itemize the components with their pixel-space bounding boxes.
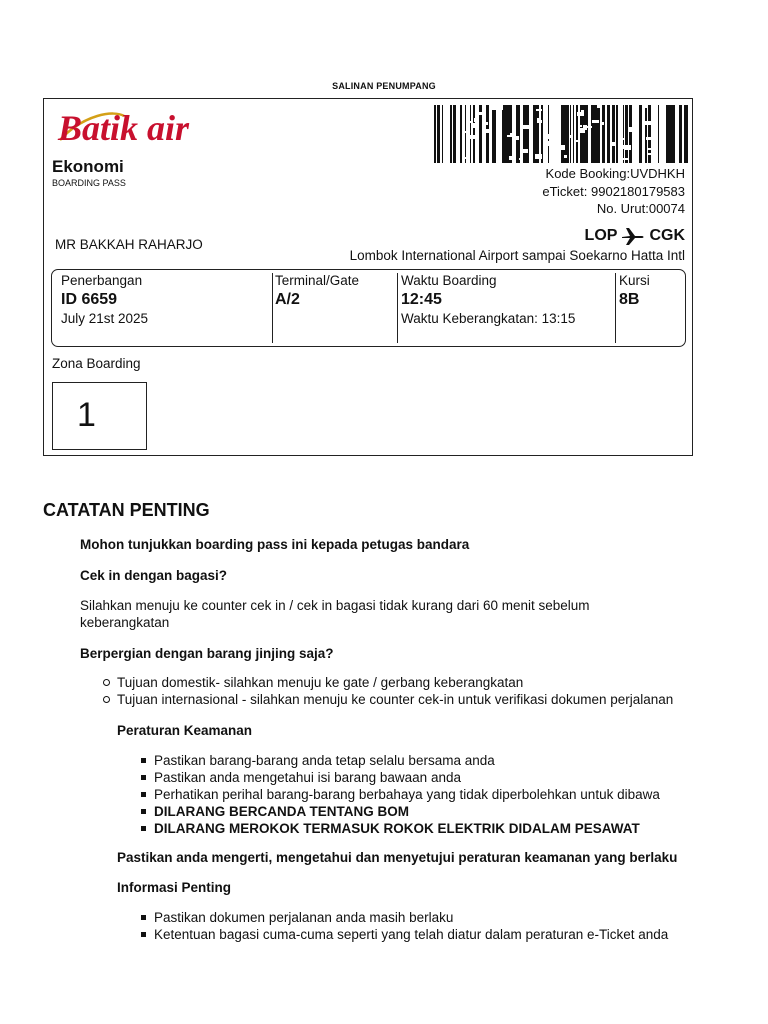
barcode-bar bbox=[486, 105, 489, 163]
barcode-gap bbox=[529, 139, 532, 142]
flight-date: July 21st 2025 bbox=[61, 311, 149, 326]
barcode-gap bbox=[537, 118, 541, 123]
airport-names: Lombok International Airport sampai Soekarno Hatta Intl bbox=[349, 248, 685, 263]
barcode-bar bbox=[470, 105, 471, 163]
barcode-bar bbox=[506, 105, 509, 163]
show-pass-note: Mohon tunjukkan boarding pass ini kepada petugas bandara bbox=[80, 537, 470, 552]
barcode-gap bbox=[644, 105, 648, 108]
barcode-gap bbox=[466, 118, 469, 121]
info-title: Informasi Penting bbox=[117, 880, 232, 895]
barcode-bar bbox=[570, 105, 571, 163]
barcode-gap bbox=[552, 118, 559, 121]
barcode-gap bbox=[545, 142, 552, 144]
barcode-gap bbox=[621, 158, 628, 160]
barcode-gap bbox=[564, 155, 567, 158]
barcode-bar bbox=[629, 105, 630, 163]
list-item: DILARANG MEROKOK TERMASUK ROKOK ELEKTRIK DIDALAM PESAWAT bbox=[137, 820, 757, 837]
barcode-bar bbox=[684, 105, 687, 163]
barcode-gap bbox=[597, 105, 600, 108]
security-title: Peraturan Keamanan bbox=[117, 723, 253, 738]
barcode-bar bbox=[602, 105, 605, 163]
barcode-bar bbox=[516, 105, 519, 163]
barcode-gap bbox=[549, 151, 554, 153]
barcode-bar bbox=[586, 105, 588, 163]
barcode-bar bbox=[616, 105, 618, 163]
checkin-text: Silahkan menuju ke counter cek in / cek in bagasi tidak kurang dari 60 menit sebelum keberangkatan bbox=[80, 598, 590, 630]
barcode-bar bbox=[658, 105, 659, 163]
barcode-gap bbox=[618, 138, 624, 140]
barcode-gap bbox=[489, 105, 496, 110]
barcode-bar bbox=[566, 105, 569, 163]
barcode-bar bbox=[503, 105, 506, 163]
barcode-gap bbox=[579, 125, 582, 127]
barcode-bar bbox=[598, 105, 600, 163]
barcode-gap bbox=[519, 158, 522, 160]
barcode-bar bbox=[439, 105, 440, 163]
barcode-image bbox=[434, 105, 688, 163]
boarding-time: 12:45 bbox=[401, 291, 442, 308]
barcode-bar bbox=[645, 105, 647, 163]
destination-code: CGK bbox=[649, 227, 685, 244]
barcode-bar bbox=[465, 105, 466, 163]
boarding-pass-card bbox=[43, 98, 693, 456]
seat-label: Kursi bbox=[619, 273, 650, 288]
barcode-gap bbox=[628, 127, 633, 132]
zone-box bbox=[52, 382, 147, 450]
booking-code: Kode Booking:UVDHKH bbox=[545, 166, 685, 181]
barcode-bar bbox=[625, 105, 628, 163]
flight-cell bbox=[52, 270, 272, 342]
list-item: Pastikan dokumen perjalanan anda masih berlaku bbox=[137, 909, 757, 926]
cabin-class: Ekonomi bbox=[52, 157, 124, 176]
barcode-gap bbox=[569, 135, 572, 138]
barcode-bar bbox=[473, 105, 474, 163]
barcode-bar bbox=[437, 105, 439, 163]
barcode-bar bbox=[442, 105, 443, 163]
flight-details-box bbox=[51, 269, 686, 347]
barcode-bar bbox=[453, 105, 456, 163]
info-list bbox=[137, 909, 757, 943]
departure-time: Waktu Keberangkatan: 13:15 bbox=[401, 311, 576, 326]
barcode-gap bbox=[647, 153, 651, 155]
barcode-gap bbox=[464, 131, 469, 133]
barcode-gap bbox=[496, 147, 502, 151]
barcode-bar bbox=[596, 105, 598, 163]
barcode-bar bbox=[474, 105, 475, 163]
barcode-gap bbox=[575, 140, 580, 142]
barcode-gap bbox=[483, 129, 490, 131]
barcode-bar bbox=[639, 105, 642, 163]
list-item: Ketentuan bagasi cuma-cuma seperti yang telah diatur dalam peraturan e-Ticket anda bbox=[137, 926, 757, 943]
barcode-gap bbox=[484, 131, 489, 133]
barcode-bar bbox=[623, 105, 624, 163]
seat-value: 8B bbox=[619, 291, 640, 308]
barcode-gap bbox=[536, 109, 542, 111]
barcode-gap bbox=[646, 137, 651, 140]
barcode-bar bbox=[612, 105, 615, 163]
barcode-gap bbox=[592, 120, 599, 123]
barcode-gap bbox=[516, 136, 519, 140]
barcode-bar bbox=[434, 105, 436, 163]
barcode-bar bbox=[630, 105, 631, 163]
list-item: DILARANG BERCANDA TENTANG BOM bbox=[137, 803, 757, 820]
copy-label: SALINAN PENUMPANG bbox=[332, 81, 436, 91]
list-item: Tujuan domestik- silahkan menuju ke gate / gerbang keberangkatan bbox=[100, 674, 760, 691]
agree-note: Pastikan anda mengerti, mengetahui dan menyetujui peraturan keamanan yang berlaku bbox=[117, 850, 678, 865]
barcode-gap bbox=[647, 148, 655, 150]
barcode-gap bbox=[474, 118, 479, 122]
barcode-bar bbox=[680, 105, 682, 163]
boarding-cell bbox=[392, 270, 617, 342]
barcode-gap bbox=[633, 141, 638, 145]
barcode-bar bbox=[524, 105, 526, 163]
barcode-gap bbox=[580, 128, 585, 133]
barcode-gap bbox=[632, 123, 636, 125]
barcode-gap bbox=[510, 133, 516, 135]
checkin-question: Cek in dengan bagasi? bbox=[80, 568, 228, 583]
barcode-gap bbox=[467, 121, 473, 123]
barcode-gap bbox=[601, 122, 604, 125]
barcode-gap bbox=[479, 112, 482, 115]
gate-cell bbox=[266, 270, 391, 342]
barcode-bar bbox=[670, 105, 673, 163]
barcode-gap bbox=[535, 154, 542, 159]
barcode-gap bbox=[464, 157, 470, 159]
barcode-bar bbox=[573, 105, 574, 163]
barcode-gap bbox=[584, 126, 592, 128]
notes-title: CATATAN PENTING bbox=[43, 500, 210, 520]
barcode-gap bbox=[495, 105, 503, 110]
list-item: Perhatikan perihal barang-barang berbahaya yang tidak diperbolehkan untuk dibawa bbox=[137, 786, 757, 803]
carry-list bbox=[100, 674, 760, 708]
list-item: Pastikan anda mengetahui isi barang bawaan anda bbox=[137, 769, 757, 786]
zone-value: 1 bbox=[77, 396, 96, 434]
barcode-bar bbox=[523, 105, 524, 163]
barcode-bar bbox=[669, 105, 670, 163]
barcode-bar bbox=[526, 105, 528, 163]
gate-label: Terminal/Gate bbox=[275, 273, 360, 288]
sequence-number: No. Urut:00074 bbox=[596, 201, 685, 216]
zone-label: Zona Boarding bbox=[52, 356, 141, 371]
barcode-gap bbox=[509, 156, 513, 160]
barcode-bar bbox=[593, 105, 596, 163]
barcode-gap bbox=[644, 121, 652, 125]
document-type: BOARDING PASS bbox=[52, 178, 126, 188]
barcode-bar bbox=[502, 105, 503, 163]
list-item: Tujuan internasional - silahkan menuju ke counter cek-in untuk verifikasi dokumen perjalanan bbox=[100, 691, 760, 708]
barcode-gap bbox=[485, 122, 488, 125]
barcode-bar bbox=[591, 105, 593, 163]
barcode-gap bbox=[612, 142, 616, 146]
barcode-bar bbox=[679, 105, 680, 163]
list-item: Pastikan barang-barang anda tetap selalu bersama anda bbox=[137, 752, 757, 769]
barcode-gap bbox=[625, 145, 631, 150]
barcode-gap bbox=[473, 123, 478, 128]
eticket-number: eTicket: 9902180179583 bbox=[542, 184, 685, 199]
barcode-bar bbox=[492, 105, 494, 163]
barcode-bar bbox=[519, 105, 520, 163]
barcode-gap bbox=[551, 113, 556, 116]
gate-value: A/2 bbox=[275, 291, 300, 308]
barcode-gap bbox=[469, 135, 476, 139]
carry-question: Berpergian dengan barang jinjing saja? bbox=[80, 646, 334, 661]
barcode-bar bbox=[687, 105, 688, 163]
seat-cell bbox=[610, 270, 685, 342]
airplane-icon bbox=[621, 226, 645, 246]
batik-air-logo bbox=[54, 104, 244, 154]
flight-number: ID 6659 bbox=[61, 291, 118, 308]
barcode-bar bbox=[562, 105, 564, 163]
route bbox=[585, 226, 685, 246]
logo-text: Batik air bbox=[58, 108, 190, 148]
barcode-bar bbox=[564, 105, 566, 163]
barcode-bar bbox=[528, 105, 529, 163]
barcode-gap bbox=[548, 134, 551, 139]
barcode-gap bbox=[512, 130, 515, 133]
flight-label: Penerbangan bbox=[61, 273, 143, 288]
boarding-label: Waktu Boarding bbox=[401, 273, 497, 288]
barcode-gap bbox=[588, 105, 591, 107]
barcode-bar bbox=[561, 105, 562, 163]
barcode-gap bbox=[577, 112, 584, 116]
barcode-bar bbox=[460, 105, 462, 163]
passenger-name: MR BAKKAH RAHARJO bbox=[55, 237, 203, 252]
barcode-gap bbox=[523, 149, 528, 153]
origin-code: LOP bbox=[584, 227, 618, 244]
security-list bbox=[137, 752, 757, 837]
barcode-bar bbox=[450, 105, 452, 163]
barcode-bar bbox=[607, 105, 610, 163]
barcode-bar bbox=[494, 105, 496, 163]
barcode-gap bbox=[521, 125, 529, 129]
barcode-bar bbox=[673, 105, 675, 163]
barcode-gap bbox=[507, 135, 513, 137]
barcode-bar bbox=[666, 105, 669, 163]
barcode-bar bbox=[631, 105, 632, 163]
barcode-gap bbox=[559, 145, 565, 150]
